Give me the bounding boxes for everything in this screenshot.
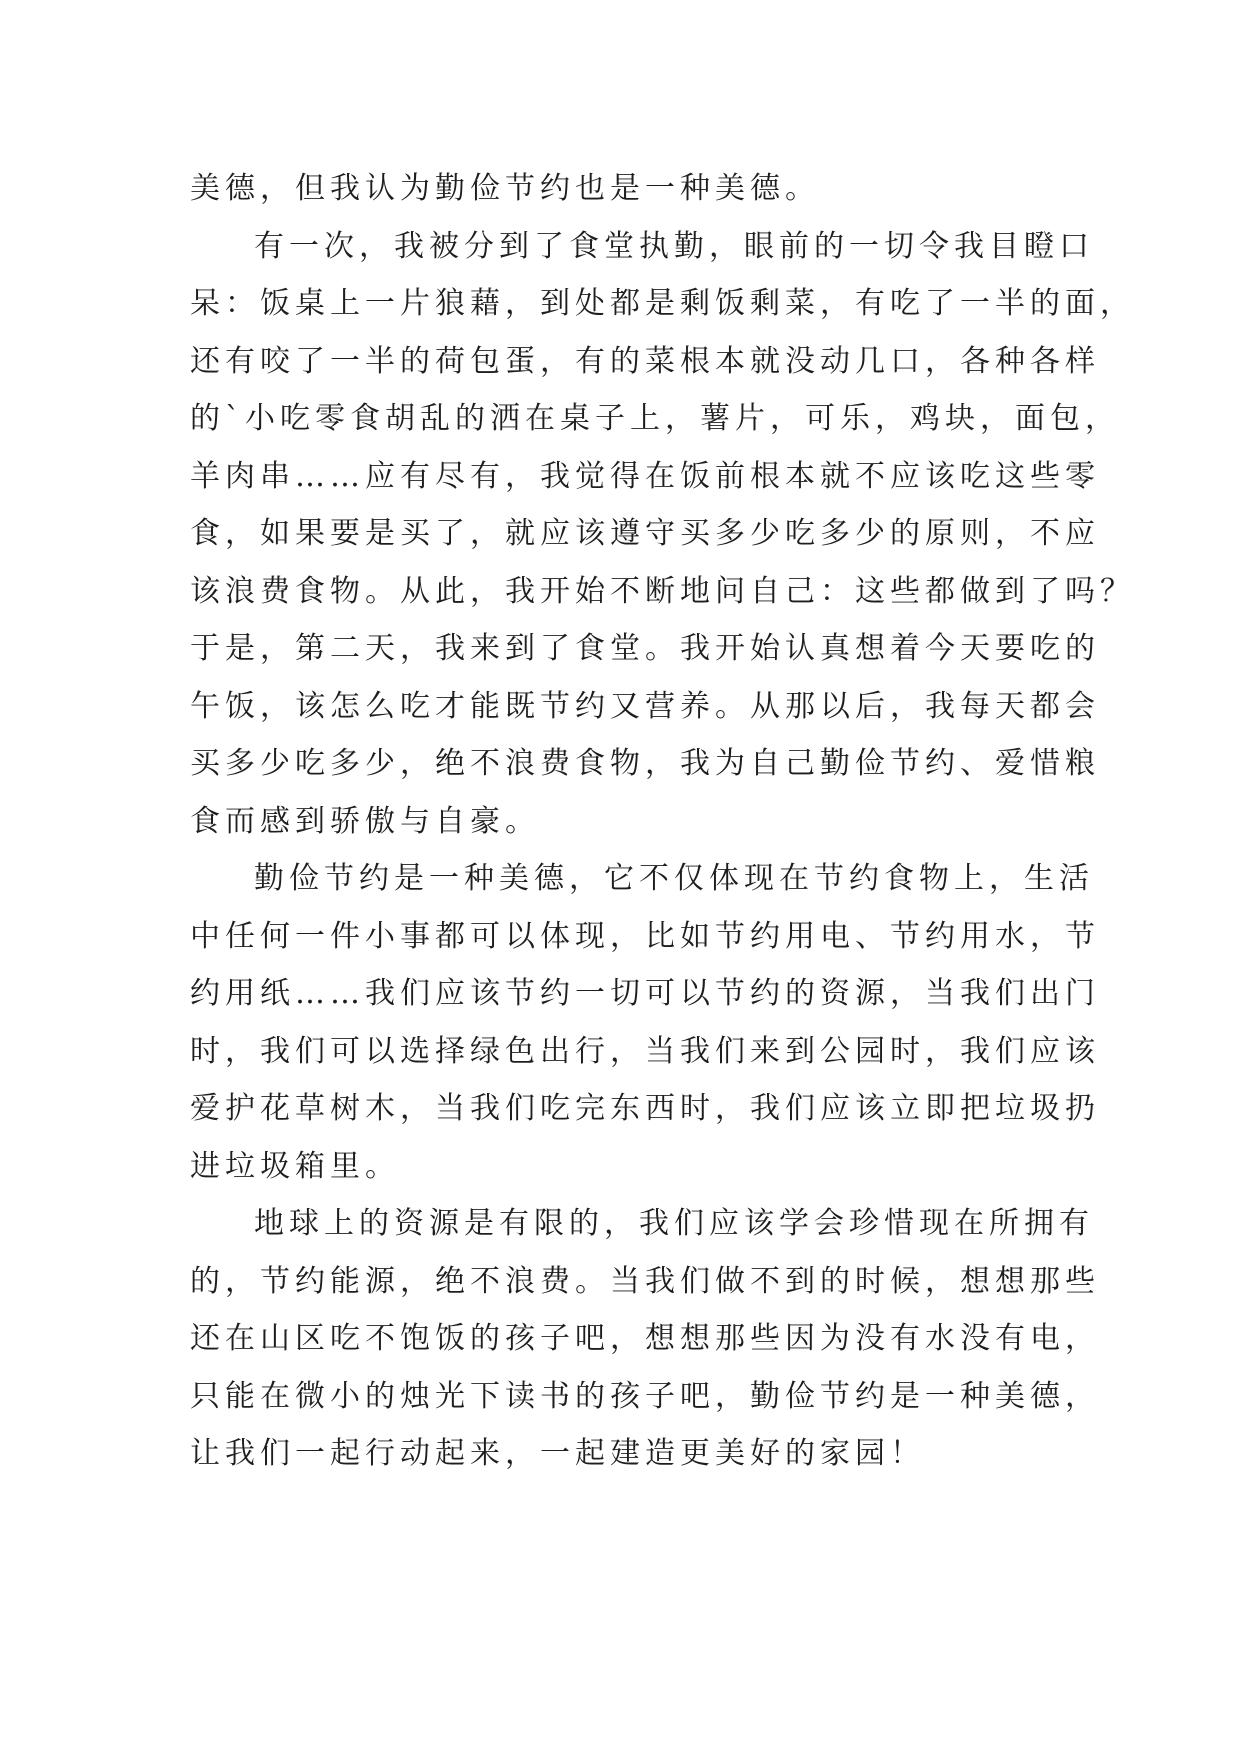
text-line: 进垃圾箱里。 <box>190 1148 400 1184</box>
text-line: 午饭，该怎么吃才能既节约又营养。从那以后，我每天都会 <box>190 688 1100 724</box>
text-line: 中任何一件小事都可以体现，比如节约用电、节约用水，节 <box>190 918 1100 954</box>
essay-body <box>190 160 1135 1483</box>
paragraph-first-line: 勤俭节约是一种美德，它不仅体现在节约食物上，生活 <box>254 861 1094 896</box>
paragraph-first-line: 地球上的资源是有限的，我们应该学会珍惜现在所拥有 <box>254 1206 1094 1241</box>
text-line: 食而感到骄傲与自豪。 <box>190 803 540 839</box>
text-line: 的，节约能源，绝不浪费。当我们做不到的时候，想想那些 <box>190 1263 1100 1299</box>
text-line: 呆：饭桌上一片狼藉，到处都是剩饭剩菜，有吃了一半的面， <box>190 286 1135 321</box>
text-line: 还在山区吃不饱饭的孩子吧，想想那些因为没有水没有电， <box>190 1321 1100 1356</box>
text-line: 买多少吃多少，绝不浪费食物，我为自己勤俭节约、爱惜粮 <box>190 746 1100 781</box>
text-line: 约用纸……我们应该节约一切可以节约的资源，当我们出门 <box>190 976 1100 1011</box>
text-line: 只能在微小的烛光下读书的孩子吧，勤俭节约是一种美德， <box>190 1378 1100 1414</box>
text-line: 于是，第二天，我来到了食堂。我开始认真想着今天要吃的 <box>190 631 1100 666</box>
text-line: 羊肉串……应有尽有，我觉得在饭前根本就不应该吃这些零 <box>190 458 1100 494</box>
text-line: 食，如果要是买了，就应该遵守买多少吃多少的原则，不应 <box>190 516 1100 551</box>
text-line: 还有咬了一半的荷包蛋，有的菜根本就没动几口，各种各样 <box>190 343 1100 379</box>
text-line: 美德，但我认为勤俭节约也是一种美德。 <box>190 171 820 206</box>
text-line: 该浪费食物。从此，我开始不断地问自己：这些都做到了吗？ <box>190 573 1135 609</box>
text-line: 爱护花草树木，当我们吃完东西时，我们应该立即把垃圾扔 <box>190 1091 1100 1126</box>
paragraph-first-line: 有一次，我被分到了食堂执勤，眼前的一切令我目瞪口 <box>254 228 1094 264</box>
text-line: 让我们一起行动起来，一起建造更美好的家园！ <box>190 1436 925 1471</box>
text-line: 时，我们可以选择绿色出行，当我们来到公园时，我们应该 <box>190 1033 1100 1069</box>
text-line: 的`小吃零食胡乱的洒在桌子上，薯片，可乐，鸡块，面包， <box>190 401 1120 436</box>
